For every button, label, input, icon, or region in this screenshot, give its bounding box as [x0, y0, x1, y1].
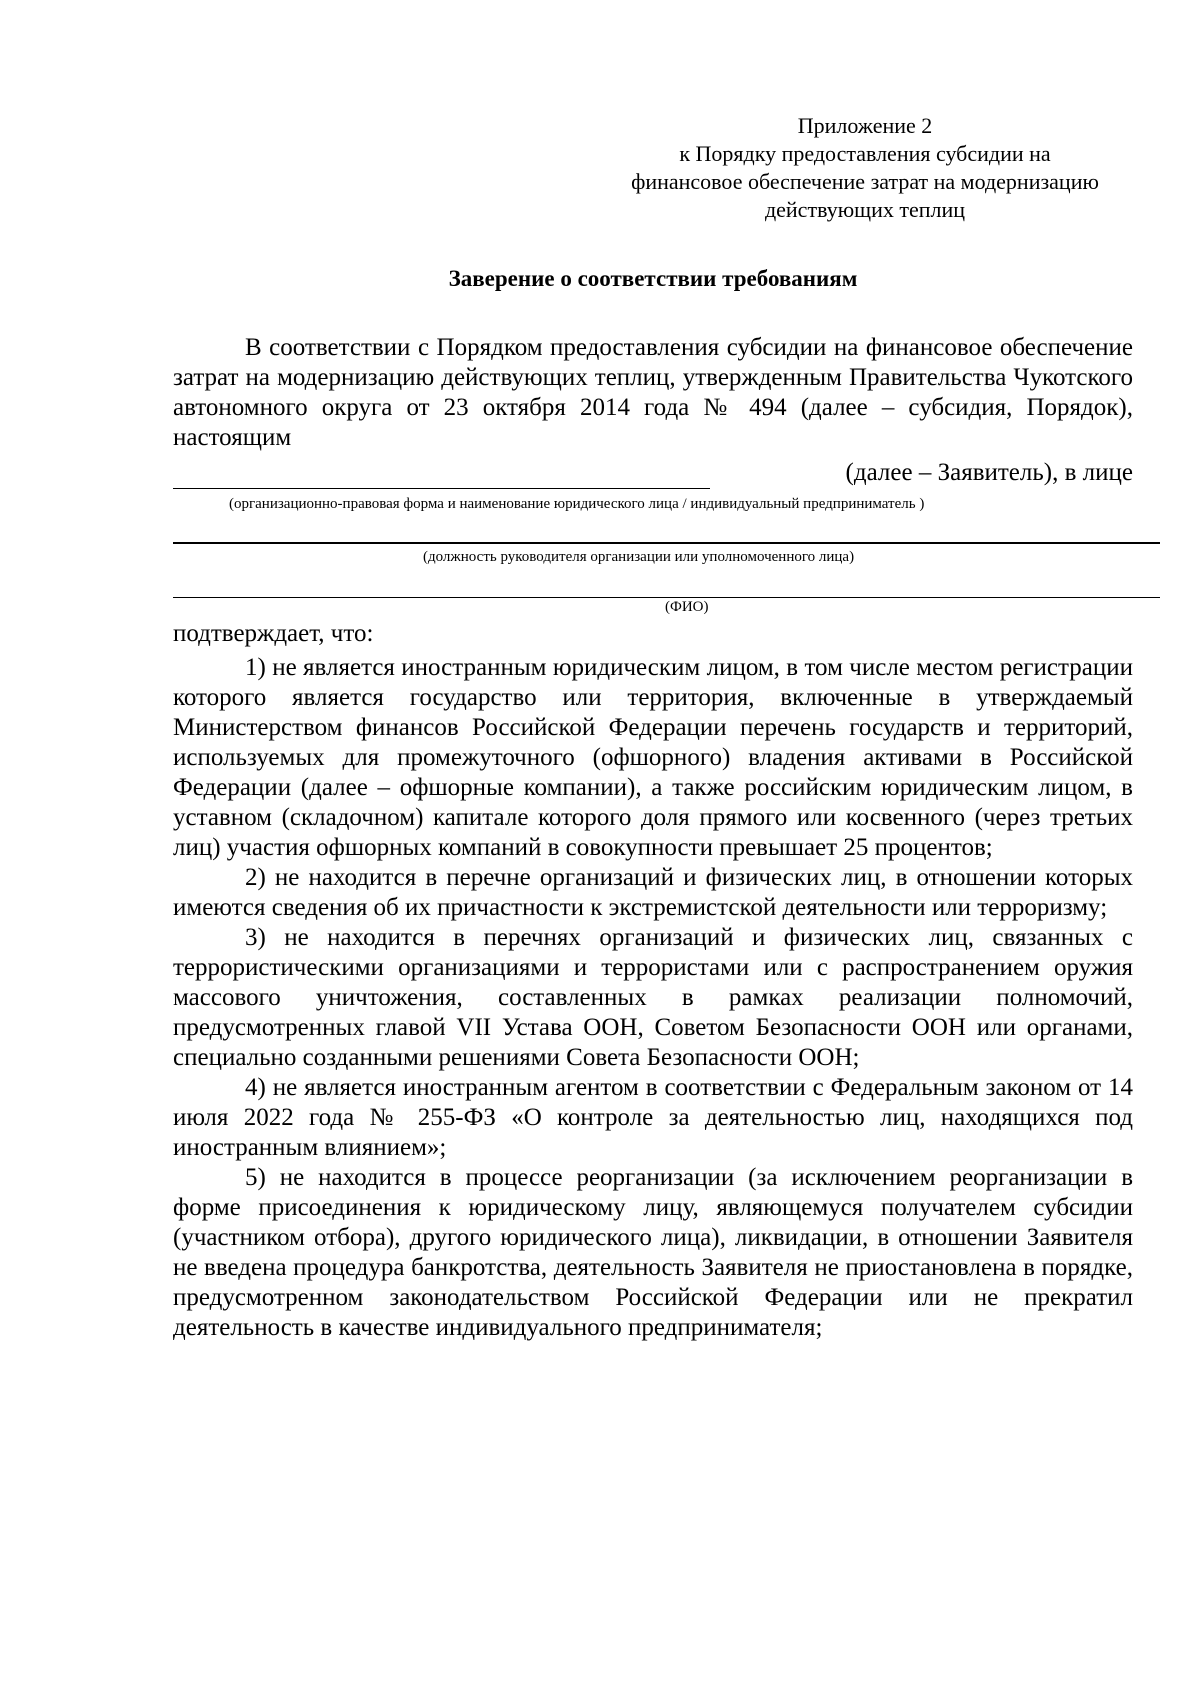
intro-paragraph: В соответствии с Порядком предоставления субсидии на финансовое обеспечение затрат на модернизацию действующих теплиц, утвержденным Правительства Чукотского автономного округа от 23 октября 2014 года № 494 (далее – субсидия, Порядок), настоящим: [173, 334, 1133, 451]
appendix-line-1: Приложение 2: [797, 113, 933, 138]
appendix-line-3: финансовое обеспечение затрат на модернизацию: [631, 169, 1099, 194]
requirement-item-4: 4) не является иностранным агентом в соответствии с Федеральным законом от 14 июля 2022 года № 255-ФЗ «О контроле за деятельностью лиц, находящихся под иностранным влиянием»;: [173, 1074, 1133, 1161]
caption-position: (должность руководителя организации или уполномоченного лица): [423, 549, 855, 565]
appendix-header: [570, 112, 1160, 224]
appendix-line-2: к Порядку предоставления субсидии на: [679, 141, 1051, 166]
confirms-line: подтверждает, что:: [173, 620, 374, 647]
applicant-row: [173, 458, 1133, 490]
position-blank-line[interactable]: [173, 542, 1160, 544]
appendix-line-4: действующих теплиц: [764, 197, 966, 222]
document-title: Заверение о соответствии требованиям: [448, 266, 858, 291]
requirements-list: [173, 653, 1133, 1343]
caption-fio: (ФИО): [665, 599, 709, 615]
requirement-item-3: 3) не находится в перечнях организаций и физических лиц, связанных с террористическими организациями и террористами или с распространением оружия массового уничтожения, составленных в рамках реализации полномочий, предусмотренных главой VII Устава ООН, Советом Безопасности ООН или органами, специально созданными решениями Совета Безопасности ООН;: [173, 924, 1133, 1071]
caption-organization: (организационно-правовая форма и наименование юридического лица / индивидуальный предприниматель ): [229, 496, 925, 512]
requirement-item-2: 2) не находится в перечне организаций и физических лиц, в отношении которых имеются сведения об их причастности к экстремистской деятельности или терроризму;: [173, 864, 1133, 921]
applicant-name-blank-line[interactable]: [173, 488, 710, 489]
applicant-suffix: (далее – Заявитель), в лице: [845, 459, 1133, 486]
requirement-item-5: 5) не находится в процессе реорганизации (за исключением реорганизации в форме присоединения к юридическому лицу, являющемуся получателем субсидии (участником отбора), другого юридического лица), ликвидации, в отношении Заявителя не введена процедура банкротства, деятельность Заявителя не приостановлена в порядке, предусмотренном законодательством Российской Федерации или не прекратил деятельность в качестве индивидуального предпринимателя;: [173, 1164, 1133, 1341]
requirement-item-1: 1) не является иностранным юридическим лицом, в том числе местом регистрации которого является государство или территория, включенные в утверждаемый Министерством финансов Российской Федерации перечень государств и территорий, используемых для промежуточного (офшорного) владения активами в Российской Федерации (далее – офшорные компании), а также российским юридическим лицом, в уставном (складочном) капитале которого доля прямого или косвенного (через третьих лиц) участия офшорных компаний в совокупности превышает 25 процентов;: [173, 654, 1133, 861]
